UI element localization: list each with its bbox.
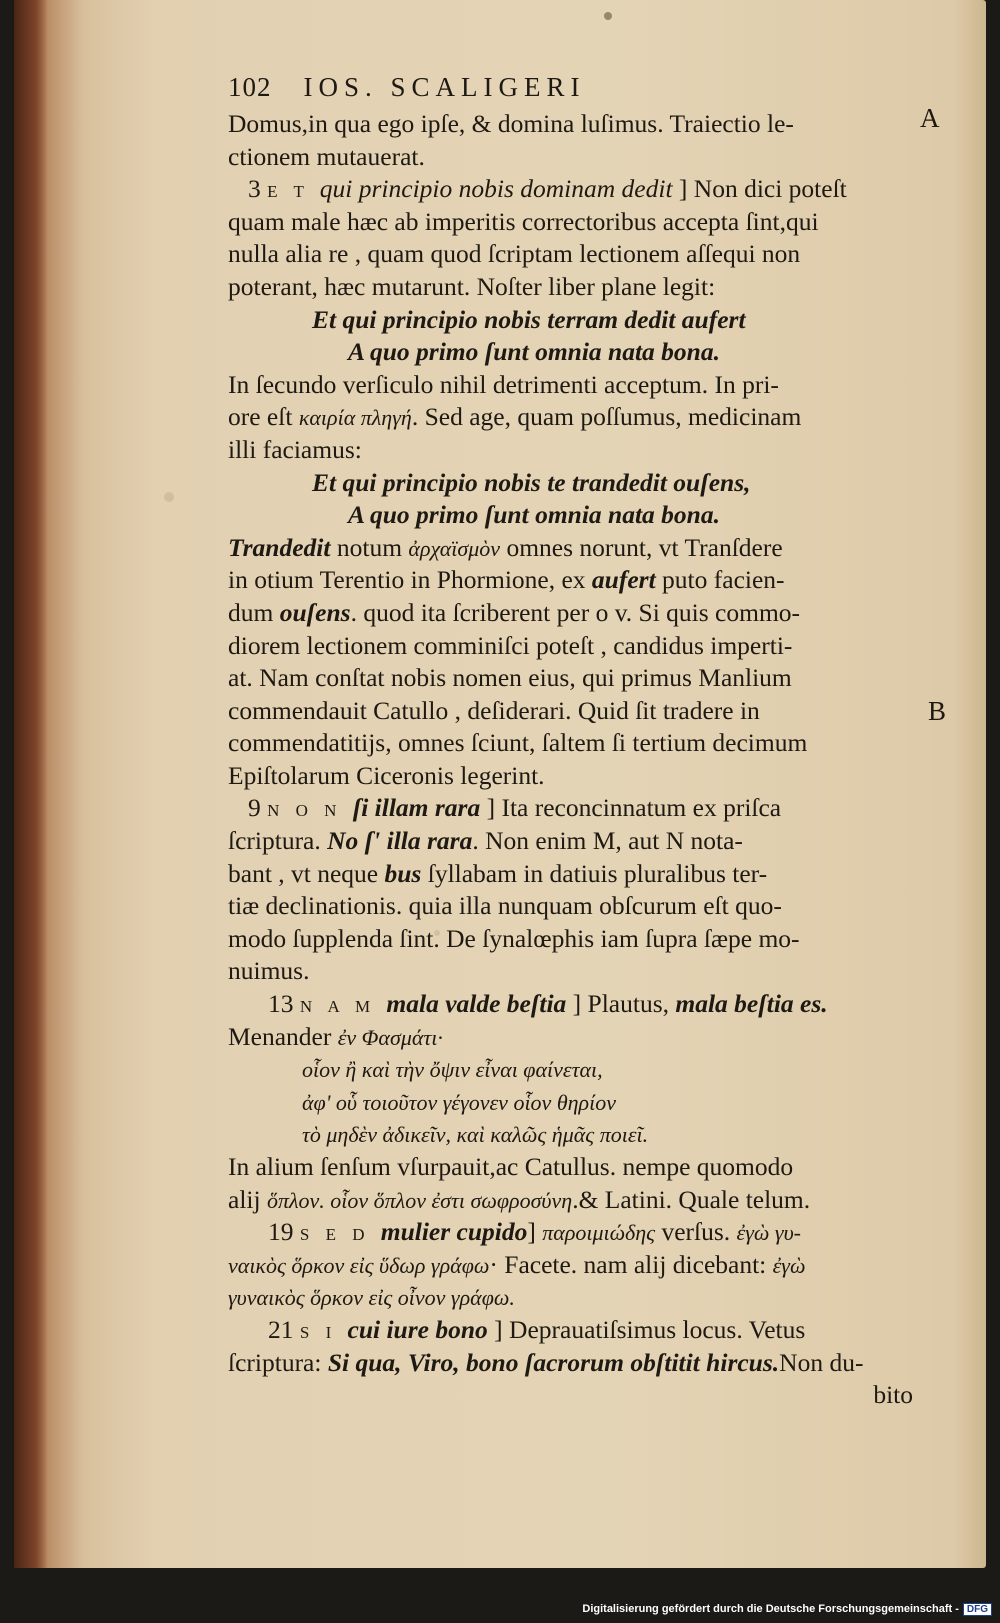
text-line: modo ſupplenda ſint. De ſynalœphis iam ſupra ſæpe mo- <box>228 923 800 953</box>
book-page <box>14 0 986 1568</box>
verse-line: Et qui principio nobis te trandedit ouſens, <box>312 467 751 497</box>
text-line: at. Nam conſtat nobis nomen eius, qui primus Manlium <box>228 663 792 693</box>
text-line: diorem lectionem comminiſci poteſt , candidus imperti- <box>228 630 793 660</box>
text-line: illi faciamus: <box>228 434 362 464</box>
paper-stain <box>604 12 612 20</box>
text-line: In alium ſenſum vſurpauit,ac Catullus. nempe quomodo <box>228 1152 794 1181</box>
text-line: Menander ἐν Φασμάτι· <box>228 1021 443 1051</box>
footer-text: Digitalisierung gefördert durch die Deutsche Forschungsgemeinschaft - <box>582 1603 959 1615</box>
text-line: ctionem mutauerat. <box>228 141 425 171</box>
text-line: bant , vt neque bus ſyllabam in datiuis pluralibus ter- <box>228 858 768 888</box>
page-number: 102 <box>228 72 272 102</box>
verse-line: Et qui principio nobis terram dedit aufert <box>312 304 746 334</box>
text-line: Domus,in qua ego ipſe, & domina luſimus. Traiectio le- <box>228 109 794 138</box>
text-line: ſcriptura: Si qua, Viro, bono ſacrorum obſtitit hircus.Non du- <box>228 1347 864 1377</box>
text-line: In ſecundo verſiculo nihil detrimenti acceptum. In pri- <box>228 369 779 399</box>
greek-verse-line: οἷον ἢ καὶ τὴν ὄψιν εἶναι φαίνεται, <box>302 1057 603 1083</box>
text-line: ore eſt καιρία πληγή. Sed age, quam poſſumus, medicinam <box>228 402 802 432</box>
text-line: tiæ declinationis. quia illa nunquam obſcurum eſt quo- <box>228 891 782 921</box>
running-header <box>228 66 943 108</box>
text-line: Epiſtolarum Ciceronis legerint. <box>228 760 545 790</box>
text-line: 21 S I cui iure bono ] Deprauatiſsimus locus. Vetus <box>268 1314 806 1344</box>
text-line: nulla alia re , quam quod ſcriptam lectionem aſſequi non <box>228 239 801 269</box>
text-line: in otium Terentio in Phormione, ex aufert puto facien- <box>228 565 785 595</box>
book-gutter <box>14 0 48 1568</box>
text-line: commendauit Catullo , deſiderari. Quid ſit tradere in <box>228 695 760 725</box>
text-line: ναικὸς ὅρκον εἰς ὕδωρ γράφω· Facete. nam alij dicebant: ἐγὼ <box>228 1249 806 1279</box>
text-line: Trandedit notum ἀρχαϊσμὸν omnes norunt, vt Tranſdere <box>228 532 783 562</box>
margin-letter-a: A <box>920 103 940 133</box>
greek-verse-line: ἀφ' οὗ τοιοῦτον γέγονεν οἷον θηρίον <box>302 1089 616 1115</box>
text-line: alij ὅπλον. οἷον ὅπλον ἐστι σωφροσύνη.& Latini. Quale telum. <box>228 1184 811 1214</box>
text-line: 9 N O N ſi illam rara ] Ita reconcinnatum ex priſca <box>248 793 782 823</box>
text-line: poterant, hæc mutarunt. Noſter liber plane legit: <box>228 271 716 301</box>
paper-stain <box>164 492 174 502</box>
text-line: dum ouſens. quod ita ſcriberent per o v. Si quis commo- <box>228 597 801 627</box>
running-title: IOS. SCALIGERI <box>303 72 586 102</box>
text-line: 3 E T qui principio nobis dominam dedit ] Non dici poteſt <box>248 174 847 204</box>
text-line: γυναικὸς ὅρκον εἰς οἶνον γράφω. <box>228 1285 515 1311</box>
greek-verse-line: τὸ μηδὲν ἀδικεῖν, καὶ καλῶς ἡμᾶς ποιεῖ. <box>302 1122 649 1148</box>
text-line: 13 N A M mala valde beſtia ] Plautus, mala beſtia es. <box>268 989 828 1019</box>
text-line: 19 S E D mulier cupido] παροιμιώδης verſus. ἐγὼ γυ- <box>268 1217 802 1247</box>
verse-line: A quo primo ſunt omnia nata bona. <box>348 500 720 530</box>
digitization-footer <box>582 1600 992 1618</box>
text-line: bito <box>873 1380 913 1410</box>
page-text <box>228 66 943 1412</box>
margin-letter-b: B <box>928 696 947 726</box>
dfg-logo: DFG <box>963 1603 992 1616</box>
text-line: commendatitijs, omnes ſciunt, ſaltem ſi tertium decimum <box>228 728 808 758</box>
text-line: nuimus. <box>228 956 310 986</box>
text-line: ſcriptura. No ſ' illa rara. Non enim M, aut N nota- <box>228 826 743 856</box>
text-line: quam male hæc ab imperitis correctoribus accepta ſint,qui <box>228 206 819 236</box>
verse-line: A quo primo ſunt omnia nata bona. <box>348 337 720 367</box>
